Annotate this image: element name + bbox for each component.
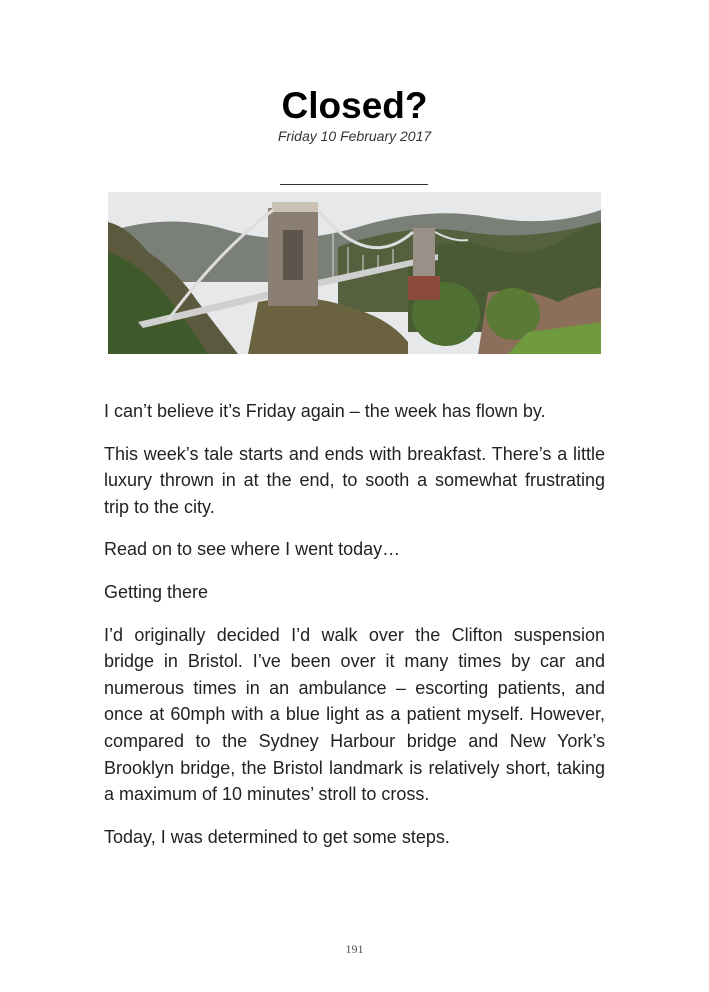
paragraph: I’d originally decided I’d walk over the Clifton suspension bridge in Bristol. I’ve been over it many times by car and numerous times in an ambulance – escorting patients, and once at 60mph with a blue light as a patient myself. However, compared to the Sydney Harbour bridge and New York’s Brooklyn bridge, the Bristol landmark is relatively short, taking a maximum of 10 minutes’ stroll to cross. xyxy=(104,624,605,805)
paragraph: I can’t believe it’s Friday again – the week has flown by. xyxy=(104,401,546,421)
title-divider xyxy=(280,184,428,185)
paragraph: This week’s tale starts and ends with breakfast. There’s a little luxury thrown in at the end, to sooth a somewhat frustrating trip to the city. xyxy=(104,443,605,517)
article-date: Friday 10 February 2017 xyxy=(277,128,432,144)
paragraph: Read on to see where I went today… xyxy=(104,539,401,560)
paragraph: Today, I was determined to get some steps. xyxy=(104,826,450,847)
article-body xyxy=(104,398,605,866)
section-heading: Getting there xyxy=(104,581,209,602)
page-title: Closed? xyxy=(281,85,428,126)
page-number: 191 xyxy=(345,942,364,956)
clifton-bridge-photo xyxy=(108,192,601,354)
